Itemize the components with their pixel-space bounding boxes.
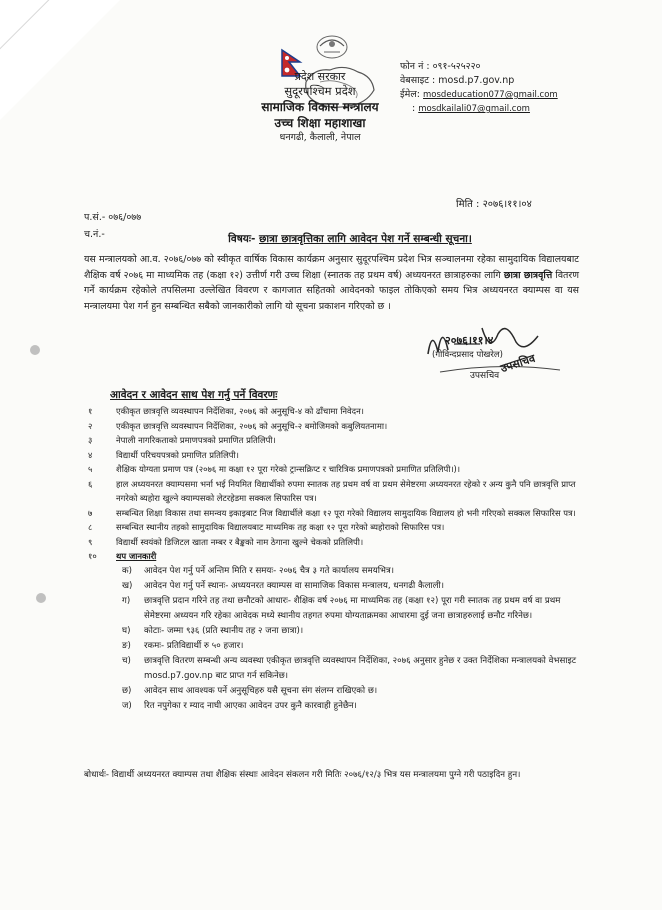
punch-hole [30,345,40,355]
reference-number: प.सं.- ०७६/०७७ [84,212,142,223]
sub-list-item: ज) रित नपुगेका र म्याद नाघी आएका आवेदन उपर कुनै कारवाही हुनेछैन। [122,700,357,711]
paragraph-part-2: वितरण गर्ने कार्यक्रम रहेकोले तपसिलमा उल्लेखित विवरण र कागजात सहितको आवेदनको फाइल तोकिएको समय भित्र अध्ययनरत क्याम्पस वा यस मन्त्रालयमा पेश गर्न हुन सम्बन्धित सबैको जानकारीको लागि यो सूचना प्रकाशन गरिएको छ । [84,269,579,312]
sub-list-item: क) आवेदन पेश गर्नु पर्ने अन्तिम मिति र समयः- २०७६ चैत्र ३ गते कार्यालय समयभित्र। [122,565,394,576]
requirements-heading: आवेदन र आवेदन साथ पेश गर्नु पर्ने विवरणः [110,389,278,401]
letter-date [456,196,532,210]
subject-text: छात्रा छात्रवृत्तिका लागि आवेदन पेश गर्ने सम्बन्धी सूचना। [259,233,472,245]
email-label: ईमेल: [400,89,424,100]
official-stamp: उपसचिव [498,351,537,376]
list-item: ५ शैक्षिक योग्यता प्रमाण पत्र (२०७६ मा कक्षा १२ पूरा गरेको ट्रान्सक्रिप्ट र चारित्रिक प्रमाणपत्रको प्रमाणित प्रतिलिपी।)। [88,464,461,474]
additional-info-list [116,564,588,714]
date-value: २०७६।११।०४ [482,199,532,210]
list-item: ४ विद्यार्थी परिचयपत्रको प्रमाणित प्रतिलिपी। [88,449,239,460]
paragraph-bold: छात्रा छात्रवृत्ति [503,269,553,281]
punch-hole [36,593,46,603]
list-item: ६ हाल अध्ययनरत क्याम्पसमा भर्ना भई नियमित विद्यार्थीको रुपमा स्नातक तह प्रथम वर्ष वा प्रथम सेमेष्टरमा अध्ययनरत रहेको र अन्य कुनै पनि छात्रवृत्ति प्राप्त नगरेको ब्यहोरा खुल्ने क्याम्पसको लेटरहेडमा सक्कल सिफारिस पत्र। [88,478,576,503]
website-link[interactable]: mosd.p7.gov.np [438,75,515,86]
phone-label: फोन नं : [400,61,433,72]
header-ministry: सामाजिक विकास मन्त्रालय [261,100,379,114]
date-label: मिति : [456,199,483,210]
header-government: प्रदेश सरकार [294,70,346,83]
email-row-2: : mosdkailali07@gmail.com [412,103,530,114]
sub-list-item: घ) कोटाः- जम्मा ९३६ (प्रति स्थानीय तह २ जना छात्रा)। [122,625,304,636]
office-header [230,70,410,144]
email-link-2[interactable]: mosdkailali07@gmail.com [418,104,530,114]
list-item: ९ विद्यार्थी स्वयंको डिजिटल खाता नम्बर र बैङ्कको नाम ठेगाना खुल्ने चेकको प्रतिलिपी। [88,536,364,547]
list-item: २ एकीकृत छात्रवृत्ति व्यवस्थापन निर्देशिका, २०७६ को अनुसूचि-२ बमोजिमको कबुलियतनामा। [88,420,388,431]
notice-paragraph [84,252,579,314]
list-item: ७ सम्बन्धित शिक्षा विकास तथा समन्वय इकाइबाट निज विद्यार्थीले कक्षा १२ पूरा गरेको विद्यालय सामुदायिक विद्यालय हो भनी गरिएको सक्कल सिफारिस पत्र। [88,507,576,518]
folded-corner [0,0,120,120]
subject-line [150,232,550,246]
sub-list-item: ङ) रकमः- प्रतिविद्यार्थी रु ५० हजार। [122,640,244,651]
list-item-additional: १० थप जानकारी क) आवेदन पेश गर्नु पर्ने अन्तिम मिति र समयः- २०७६ चैत्र ३ गते कार्यालय समयभित्र। ख) आवेदन पेश गर्नु पर्ने स्थानः- अध्ययनरत क्याम्पस वा सामाजिक विकास मन्त्रालय, धनगढी कैलाली। ग) छात्रवृत्ति प्रदान गरिने तह तथा छनौटको आधारः- शैक्षिक वर्ष २०७६ मा माध्यमिक तह (कक्षा १२) पूरा गरी स्नातक तह प्रथम वर्ष वा प्रथम सेमेष्टरमा अध्ययन गरि रहेका आवेदक मध्ये स्थानीय तहगत रुपमा योग्यताक्रमका आधारमा दुई जना छात्राहरुलाई छनौट गरिनेछ। घ) कोटाः- जम्मा ९३६ (प्रति स्थानीय तह २ जना छात्रा)। ङ) रकमः- प्रतिविद्यार्थी रु ५० हजार। च) छात्रवृत्ति वितरण सम्बन्धी अन्य व्यवस्था एकीकृत छात्रवृत्ति व्यवस्थापन निर्देशिका, २०७६ अनुसार हुनेछ र उक्त निर्देशिका मन्त्रालयको वेभसाइट mosd.p7.gov.np बाट प्राप्त गर्न सकिनेछ। छ) आवेदन साथ आवश्यक पर्ने अनुसूचिहरु यसै सूचना संग संलग्न राखिएको छ। ज) रित नपुगेका र म्याद नाघी आएका आवेदन उपर कुनै कारवाही हुनेछैन। [88,549,588,714]
sub-list-item: च) छात्रवृत्ति वितरण सम्बन्धी अन्य व्यवस्था एकीकृत छात्रवृत्ति व्यवस्थापन निर्देशिका, २०७६ अनुसार हुनेछ र उक्त निर्देशिका मन्त्रालयको वेभसाइट mosd.p7.gov.np बाट प्राप्त गर्न सकिनेछ। [122,655,577,681]
additional-info-heading: थप जानकारी [116,551,157,561]
reference-block [84,209,141,243]
header-province: सुदूरपश्चिम प्रदेश [284,84,356,98]
requirements-list [88,404,588,714]
signature-date: २०७६।११।४ [445,334,494,347]
sub-list-item: छ) आवेदन साथ आवश्यक पर्ने अनुसूचिहरु यसै सूचना संग संलग्न राखिएको छ। [122,685,378,696]
list-item: ८ सम्बन्धित स्थानीय तहको सामुदायिक विद्यालयबाट माध्यमिक तह कक्षा १२ पूरा गरेको ब्यहोराको सिफारिस पत्र। [88,522,445,532]
dispatch-number: च.नं.- [84,229,105,240]
header-division: उच्च शिक्षा महाशाखा [274,116,366,130]
email-row [400,88,600,102]
website-label: वेबसाइट : [400,75,439,86]
sub-list-item: ख) आवेदन पेश गर्नु पर्ने स्थानः- अध्ययनरत क्याम्पस वा सामाजिक विकास मन्त्रालय, धनगढी कैलाली। [122,580,444,591]
emblem-icon [310,32,354,62]
email-link-1[interactable]: mosdeducation077@gmail.com [423,90,558,100]
cc-note: बोधार्थः- विद्यार्थी अध्ययनरत क्याम्पस तथा शैक्षिक संस्थाः आवेदन संकलन गरी मितिः २०७६/१२/३ भित्र यस मन्त्रालयमा पुग्ने गरी पठाइदिन हुन। [84,770,521,780]
contact-block [400,60,600,116]
sub-list-item: ग) छात्रवृत्ति प्रदान गरिने तह तथा छनौटको आधारः- शैक्षिक वर्ष २०७६ मा माध्यमिक तह (कक्षा १२) पूरा गरी स्नातक तह प्रथम वर्ष वा प्रथम सेमेष्टरमा अध्ययन गरि रहेका आवेदक मध्ये स्थानीय तहगत रुपमा योग्यताक्रमका आधारमा दुई जना छात्राहरुलाई छनौट गरिनेछ। [122,595,561,621]
list-item: १ एकीकृत छात्रवृत्ति व्यवस्थापन निर्देशिका, २०७६ को अनुसूचि-४ को ढाँचामा निवेदन। [88,406,364,416]
subject-label: विषयः- [228,233,256,245]
signatory-name: (गोविन्दप्रसाद पोखरेल) [432,350,503,360]
phone-row [400,60,600,74]
phone-number: ०९१-५२५२२० [432,61,481,72]
paragraph-part-1: यस मन्त्रालयको आ.व. २०७६/०७७ को स्वीकृत वार्षिक विकास कार्यक्रम अनुसार सुदूरपश्चिम प्रदेश भित्र सञ्चालनमा रहेका सामुदायिक विद्यालयबाट शैक्षिक वर्ष २०७६ मा माध्यमिक तह (कक्षा १२) उत्तीर्ण गरी उच्च शिक्षा (स्नातक तह प्रथम वर्ष) अध्ययनरत छात्राहरुका लागि [84,254,579,281]
signatory-title: उपसचिव [470,371,500,381]
header-address: धनगढी, कैलाली, नेपाल [279,132,361,143]
website-row [400,74,600,88]
list-item: ३ नेपाली नागरिकताको प्रमाणपत्रको प्रमाणित प्रतिलिपी। [88,435,276,445]
